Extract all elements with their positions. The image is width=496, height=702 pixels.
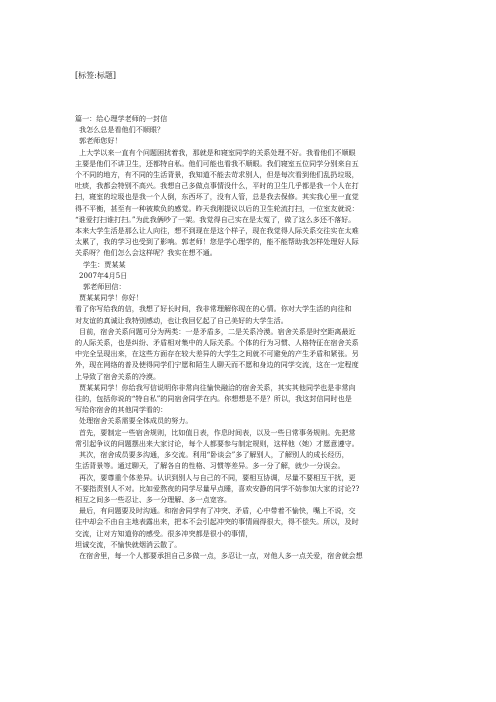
text-line: 对友谊的真诚让我特别感动，也让我回忆起了自己美好的大学生活。 <box>75 315 288 325</box>
text-line: 目前，宿舍关系问题可分为两类：一是矛盾多，二是关系冷漠。宿舍关系是时空距离最近 <box>79 326 356 336</box>
text-line: 相互之间多一些忍让、多一分理解、多一点宽容。 <box>75 494 232 504</box>
text-line: “谁爱打扫谁打扫。”为此我俩吵了一架。我觉得自己实在是太冤了，做了这么多还不落好。 <box>75 214 356 224</box>
text-line: 生活背景等。通过聊天，了解各自的性格、习惯等差异。多一分了解，就少一分误会。 <box>75 461 345 471</box>
text-line: 得不平衡，甚至有一种被欺负的感觉。昨天我刚提议以后的卫生轮流打扫，一位室友就说： <box>75 203 359 213</box>
text-line: 太累了，我的学习也受到了影响。郭老师！您是学心理学的，能不能帮助我怎样处理好人际 <box>75 237 359 247</box>
text-line: 上大学以来一直有个问题困扰着我，那就是和寝室同学的关系处理不好。我看他们不顺眼 <box>79 147 356 157</box>
text-line: 吐痰，我都会特别不高兴。我想自己多做点事情没什么，平时的卫生几乎都是我一个人在打 <box>75 181 359 191</box>
text-line: 其次，宿舍成员要多沟通，多交流。利用“卧谈会”多了解别人，了解别人的成长经历， <box>79 450 349 460</box>
text-line: 上导致了宿舍关系的冷漠。 <box>75 371 161 381</box>
text-line: 再次，要尊重个体差异。认识到别人与自己的不同，要相互协调，尽量不要相互干扰，更 <box>79 472 356 482</box>
text-line: 个不同的地方，有不同的生活背景，我知道不能去苛求别人，但是每次看到他们乱扔垃圾， <box>75 170 359 180</box>
text-line: 主要是他们不讲卫生，还都特自私。他们可能也看我不顺眼。我们寝室五位同学分别来自五 <box>75 158 359 168</box>
text-line: 关系呀？他们怎么会这样呢？我实在想不通。 <box>75 248 217 258</box>
text-line: 我怎么总是看他们不顺眼？ <box>79 125 165 135</box>
text-line: 看了你写给我的信，我想了好长时间，我非常理解你现在的心情。你对大学生活的向往和 <box>75 304 352 314</box>
text-line: 的人际关系，也是纠纷、矛盾相对集中的人际关系。个体的行为习惯、人格特征在宿舍关系 <box>75 338 359 348</box>
text-line: 常引起争议的问题摆出来大家讨论，每个人都要参与制定规则，这样他（她）才愿意遵守。 <box>75 438 359 448</box>
text-line: 2007年4月5日 <box>79 270 128 280</box>
text-line: 首先，要制定一些宿舍规则，比如值日表，作息时间表，以及一些日常事务规则。先把常 <box>79 427 356 437</box>
text-line: 在宿舍里，每一个人都要承担自己多做一点，多忍让一点，对他人多一点关爱，宿舍就会想 <box>79 550 363 560</box>
text-line: 扫，寝室的垃圾也是我一个人倒，东西坏了，没有人管，总是我去保修。其实我心里一直觉 <box>75 192 359 202</box>
text-line: 交流，让对方知道你的感受。很多冲突都是很小的事情， <box>75 528 253 538</box>
text-line: 不要指责别人不对。比如爱熬夜的同学尽量早点睡，喜欢安静的同学不妨参加大家的讨论?? <box>75 483 360 493</box>
text-line: 往的，包括你说的“特自私”的同宿舍同学在内。你想想是不是？所以，我这封信同时也是 <box>75 394 352 404</box>
text-line: 处理宿舍关系需要全体成员的努力。 <box>79 416 193 426</box>
text-line: 郭老师回信： <box>83 282 126 292</box>
letter-body <box>75 113 425 561</box>
text-line: 往中却会不由自主地表露出来，把本不会引起冲突的事情闹得很大，得不偿失。所以，及时 <box>75 517 359 527</box>
text-line: 贾某某同学！你给我写信说明你非常向往愉快融洽的宿舍关系，其实其他同学也是非常向 <box>79 382 356 392</box>
text-line: 中完全呈现出来，在这些方面存在较大差异的大学生之间就不可避免的产生矛盾和紧张。另 <box>75 349 359 359</box>
text-line: 贾某某同学！你好！ <box>79 293 143 303</box>
tag-label: [标签:标题] <box>75 71 116 80</box>
text-line: 外，现在网络的普及使得同学们宁愿和陌生人聊天而不愿和身边的同学交流，这在一定程度 <box>75 360 359 370</box>
text-line: 郭老师您好！ <box>79 136 122 146</box>
text-line: 写给你宿舍的其他同学看的： <box>75 405 168 415</box>
text-line: 最后，有问题要及时沟通。和宿舍同学有了冲突、矛盾，心中带着不愉快，嘴上不说，交 <box>79 506 356 516</box>
text-line: 本来大学生活是那么让人向往，想不到现在是这个样子，现在我觉得人际关系交往实在太难 <box>75 226 359 236</box>
article-title: 篇一：给心理学老师的一封信 <box>75 114 168 123</box>
text-line: 坦诚交流，不愉快就烟消云散了。 <box>75 539 182 549</box>
text-line: 学生：贾某某 <box>83 259 126 269</box>
